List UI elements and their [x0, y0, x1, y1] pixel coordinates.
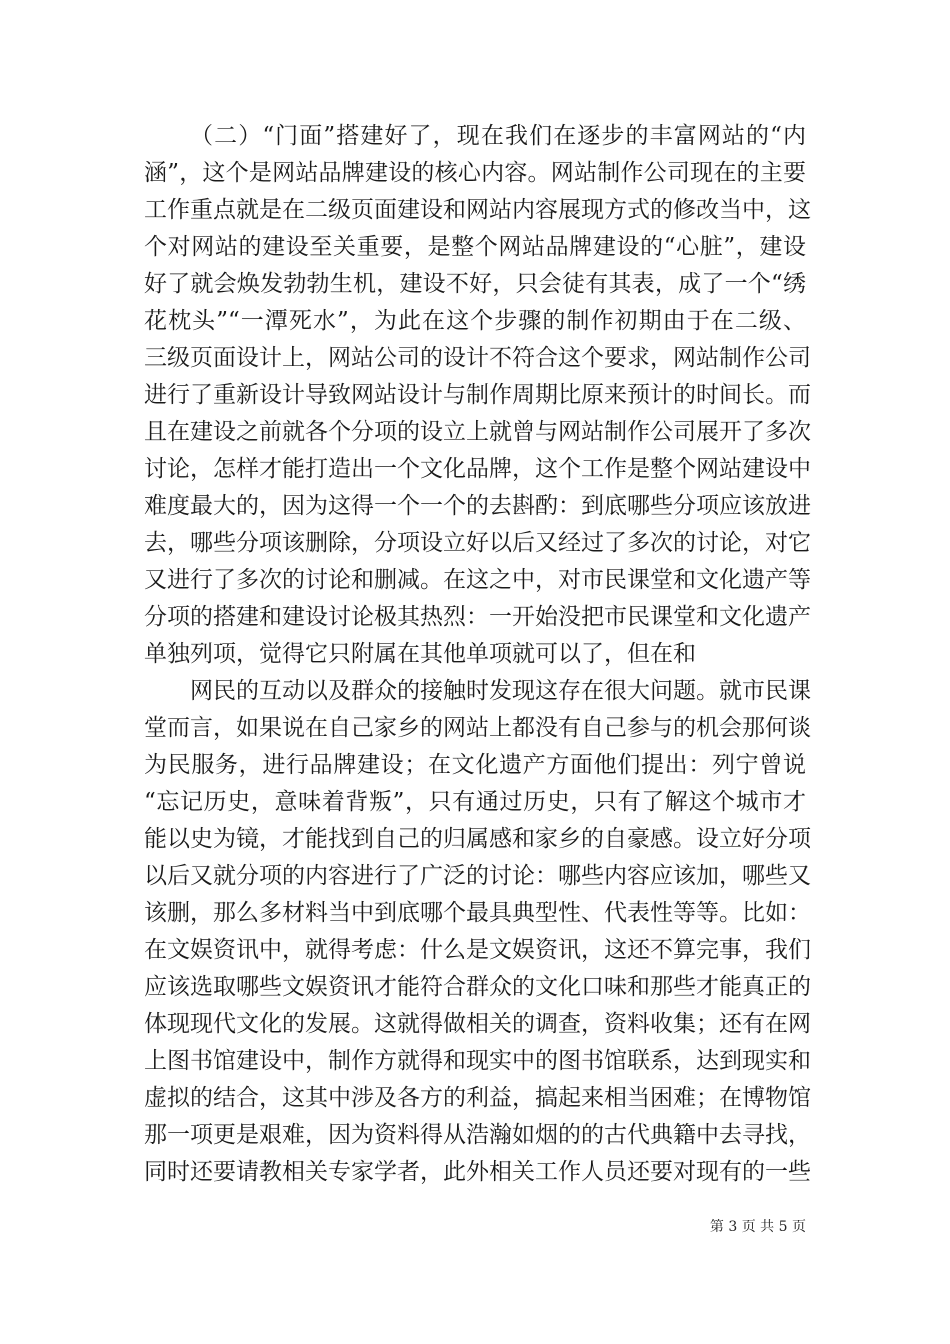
paragraph-2-line-14: 同时还要请教相关专家学者，此外相关工作人员还要对现有的一些 [144, 1159, 811, 1185]
paragraph-1-line-11: 难度最大的，因为这得一个一个的去斟酌：到底哪些分项应该放进 [144, 493, 811, 519]
paragraph-1-line-8: 进行了重新设计导致网站设计与制作周期比原来预计的时间长。而 [144, 382, 811, 408]
paragraph-2-line-10: 体现现代文化的发展。这就得做相关的调查，资料收集；还有在网 [144, 1011, 811, 1037]
paragraph-2-line-2: 堂而言，如果说在自己家乡的网站上都没有自己参与的机会那何谈 [144, 715, 811, 741]
paragraph-1-line-14: 分项的搭建和建设讨论极其热烈：一开始没把市民课堂和文化遗产 [144, 604, 811, 630]
page-number-footer: 第 3 页 共 5 页 [709, 1219, 806, 1235]
paragraph-2-line-1: 网民的互动以及群众的接触时发现这存在很大问题。就市民课 [190, 678, 811, 704]
paragraph-1-line-7: 三级页面设计上，网站公司的设计不符合这个要求，网站制作公司 [144, 345, 811, 371]
paragraph-2-line-7: 该删，那么多材料当中到底哪个最具典型性、代表性等等。比如： [144, 900, 811, 926]
paragraph-1-line-12: 去，哪些分项该删除，分项设立好以后又经过了多次的讨论，对它 [144, 530, 811, 556]
paragraph-2-line-9: 应该选取哪些文娱资讯才能符合群众的文化口味和那些才能真正的 [144, 974, 811, 1000]
paragraph-2-line-6: 以后又就分项的内容进行了广泛的讨论：哪些内容应该加，哪些又 [144, 863, 811, 889]
paragraph-1-line-3: 工作重点就是在二级页面建设和网站内容展现方式的修改当中，这 [144, 197, 811, 223]
paragraph-2-line-8: 在文娱资讯中，就得考虑：什么是文娱资讯，这还不算完事，我们 [144, 937, 811, 963]
paragraph-2-line-12: 虚拟的结合，这其中涉及各方的利益，搞起来相当困难；在博物馆 [144, 1085, 811, 1111]
paragraph-2-line-4: “忘记历史，意味着背叛”，只有通过历史，只有了解这个城市才 [144, 789, 806, 815]
paragraph-1-line-9: 且在建设之前就各个分项的设立上就曾与网站制作公司展开了多次 [144, 419, 811, 445]
paragraph-1-line-5: 好了就会焕发勃勃生机，建设不好，只会徒有其表，成了一个“绣 [144, 271, 806, 297]
paragraph-1-line-2: 涵”，这个是网站品牌建设的核心内容。网站制作公司现在的主要 [144, 160, 806, 186]
paragraph-1-line-10: 讨论，怎样才能打造出一个文化品牌，这个工作是整个网站建设中 [144, 456, 811, 482]
paragraph-1-line-1: （二）“门面”搭建好了，现在我们在逐步的丰富网站的“内 [190, 123, 806, 149]
paragraph-1-line-6: 花枕头”“一潭死水”，为此在这个步骤的制作初期由于在二级、 [144, 308, 806, 334]
paragraph-2-line-13: 那一项更是艰难，因为资料得从浩瀚如烟的的古代典籍中去寻找， [144, 1122, 811, 1148]
paragraph-2-line-11: 上图书馆建设中，制作方就得和现实中的图书馆联系，达到现实和 [144, 1048, 811, 1074]
paragraph-1-line-13: 又进行了多次的讨论和删减。在这之中，对市民课堂和文化遗产等 [144, 567, 811, 593]
paragraph-2-line-3: 为民服务，进行品牌建设；在文化遗产方面他们提出：列宁曾说 [144, 752, 806, 778]
paragraph-1-line-4: 个对网站的建设至关重要，是整个网站品牌建设的“心脏”，建设 [144, 234, 806, 260]
paragraph-1-line-15: 单独列项，觉得它只附属在其他单项就可以了，但在和 [144, 641, 696, 667]
paragraph-2-line-5: 能以史为镜，才能找到自己的归属感和家乡的自豪感。设立好分项 [144, 826, 811, 852]
